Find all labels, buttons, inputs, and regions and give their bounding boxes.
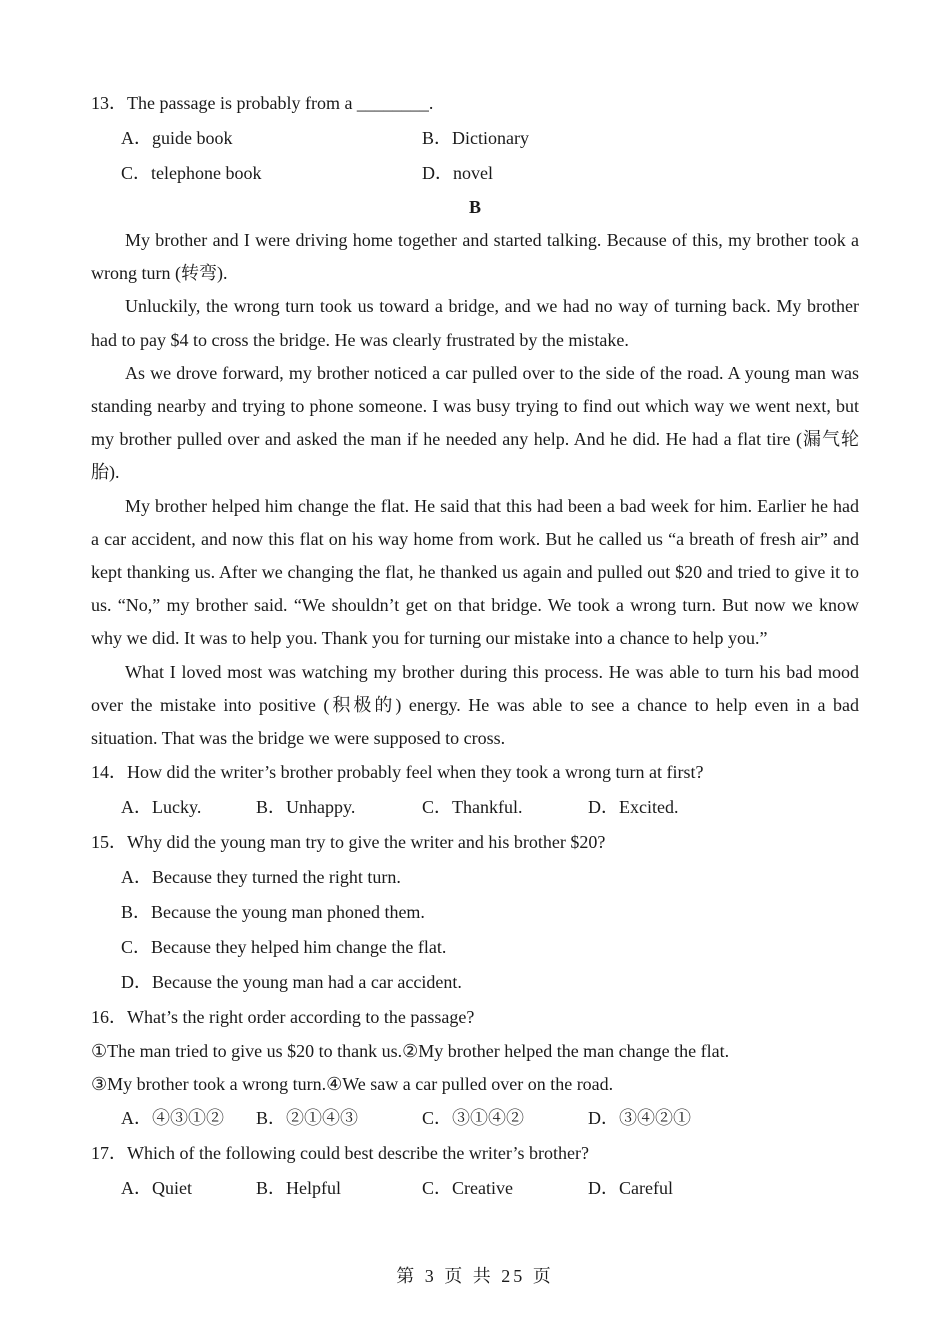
question-14-stem: 14．How did the writer’s brother probably feel when they took a wrong turn at first?	[91, 762, 704, 783]
q17-option-a: A．Quiet	[121, 1178, 192, 1199]
question-13-options-row-2	[91, 156, 859, 191]
passage-paragraph-2: Unluckily, the wrong turn took us toward a bridge, and we had no way of turning back. My brother had to pay $4 to cross the bridge. He was clearly frustrated by the mistake.	[91, 296, 859, 350]
section-b-title: B	[468, 197, 481, 217]
question-17-options	[91, 1171, 859, 1206]
passage-paragraph-1: My brother and I were driving home together and started talking. Because of this, my brother took a wrong turn (转弯).	[91, 230, 859, 284]
passage-paragraph-5: What I loved most was watching my brother during this process. He was able to turn his bad mood over the mistake into positive (积极的) energy. He was able to see a chance to help even in a bad situation. That was the bridge we were supposed to cross.	[91, 661, 859, 749]
q13-option-c: C．telephone book	[121, 163, 262, 183]
page-footer: 第 3 页 共 25 页	[396, 1266, 554, 1286]
question-13-stem: 13．The passage is probably from a ________.	[91, 93, 434, 113]
q17-option-d: D．Careful	[588, 1178, 673, 1199]
q14-option-d: D．Excited.	[588, 797, 679, 818]
document-page	[91, 86, 859, 1206]
q17-option-c: C．Creative	[422, 1178, 513, 1199]
q16-events-line-2: ③My brother took a wrong turn.④We saw a car pulled over on the road.	[91, 1074, 614, 1095]
q13-option-b: B．Dictionary	[422, 128, 529, 148]
q16-events-line-1: ①The man tried to give us $20 to thank us.②My brother helped the man change the flat.	[91, 1041, 730, 1062]
passage-paragraph-3: As we drove forward, my brother noticed a car pulled over to the side of the road. A young man was standing nearby and trying to phone someone. I was busy trying to find out which way we went next, but my brother pulled over and asked the man if he needed any help. And he did. He had a flat tire (漏气轮胎).	[91, 362, 859, 483]
question-16-options	[91, 1101, 859, 1136]
q14-option-c: C．Thankful.	[422, 797, 523, 818]
q14-option-b: B．Unhappy.	[256, 797, 356, 818]
question-15-stem: 15．Why did the young man try to give the writer and his brother $20?	[91, 832, 606, 853]
q13-option-a: A．guide book	[121, 128, 233, 148]
question-14-options	[91, 790, 859, 825]
q13-option-d: D．novel	[422, 163, 493, 183]
q16-option-a: A．④③①②	[121, 1108, 224, 1129]
passage-paragraph-4: My brother helped him change the flat. He said that this had been a bad week for him. Earlier he had a car accident, and now this flat on his way home from work. But he called us “a breath of fresh air” and kept thanking us. After we changing the flat, he thanked us again and pulled out $20 and tried to give it to us. “No,” my brother said. “We shouldn’t get on that bridge. We took a wrong turn. But now we know why we did. It was to help you. Thank you for turning our mistake into a chance to help you.”	[91, 495, 859, 649]
q14-option-a: A．Lucky.	[121, 797, 202, 818]
q17-option-b: B．Helpful	[256, 1178, 341, 1199]
q16-option-b: B．②①④③	[256, 1108, 359, 1129]
q15-option-c: C．Because they helped him change the flat.	[121, 937, 447, 958]
q16-option-c: C．③①④②	[422, 1108, 525, 1129]
q15-option-d: D．Because the young man had a car accident.	[121, 972, 462, 993]
question-17-stem: 17．Which of the following could best describe the writer’s brother?	[91, 1143, 590, 1164]
q15-option-b: B．Because the young man phoned them.	[121, 902, 425, 923]
question-16-stem: 16．What’s the right order according to the passage?	[91, 1007, 475, 1028]
question-13-options-row-1	[91, 121, 859, 156]
q15-option-a: A．Because they turned the right turn.	[121, 867, 401, 888]
q16-option-d: D．③④②①	[588, 1108, 691, 1129]
